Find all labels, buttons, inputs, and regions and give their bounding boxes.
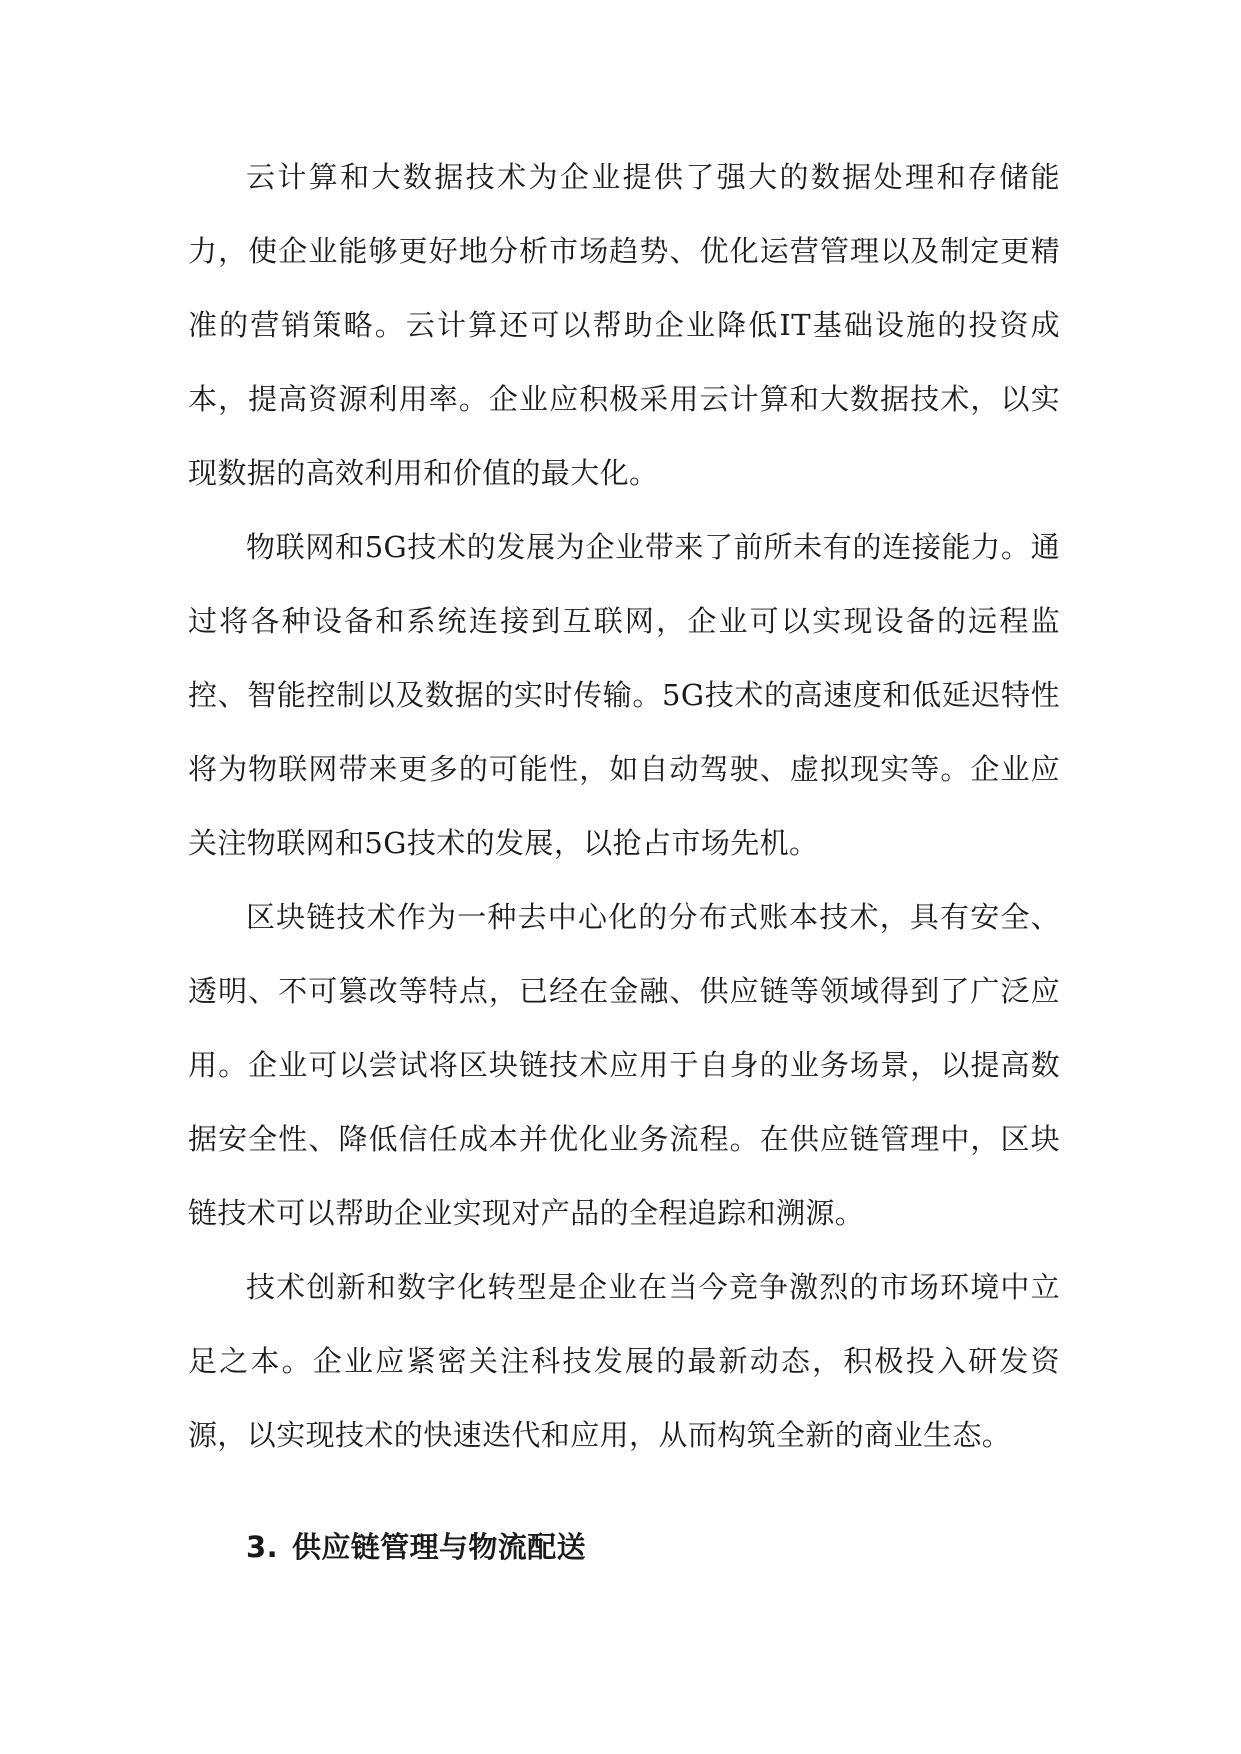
section-title: 供应链管理与物流配送 xyxy=(292,1530,587,1564)
paragraph-blockchain: 区块链技术作为一种去中心化的分布式账本技术，具有安全、透明、不可篡改等特点，已经在金融、供应链等领域得到了广泛应用。企业可以尝试将区块链技术应用于自身的业务场景，以提高数据安全性、降低信任成本并优化业务流程。在供应链管理中，区块链技术可以帮助企业实现对产品的全程追踪和溯源。 xyxy=(188,900,1060,1230)
section-number: 3. xyxy=(246,1530,278,1564)
paragraph-iot-5g: 物联网和5G技术的发展为企业带来了前所未有的连接能力。通过将各种设备和系统连接到互联网，企业可以实现设备的远程监控、智能控制以及数据的实时传输。5G技术的高速度和低延迟特性将为物联网带来更多的可能性，如自动驾驶、虚拟现实等。企业应关注物联网和5G技术的发展，以抢占市场先机。 xyxy=(188,530,1060,860)
document-body xyxy=(188,140,1060,1584)
paragraph-innovation: 技术创新和数字化转型是企业在当今竞争激烈的市场环境中立足之本。企业应紧密关注科技发展的最新动态，积极投入研发资源，以实现技术的快速迭代和应用，从而构筑全新的商业生态。 xyxy=(188,1270,1060,1452)
section-heading xyxy=(188,1510,1060,1584)
paragraph-cloud-bigdata: 云计算和大数据技术为企业提供了强大的数据处理和存储能力，使企业能够更好地分析市场趋势、优化运营管理以及制定更精准的营销策略。云计算还可以帮助企业降低IT基础设施的投资成本，提高资源利用率。企业应积极采用云计算和大数据技术，以实现数据的高效利用和价值的最大化。 xyxy=(188,160,1060,490)
